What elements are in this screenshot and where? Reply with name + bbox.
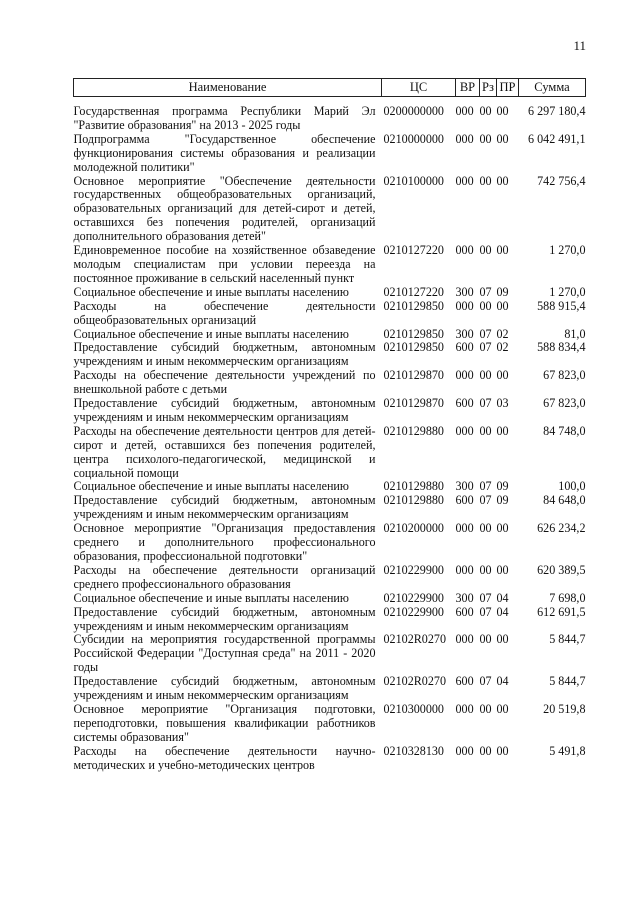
cell-vr: 300 <box>455 284 474 299</box>
table-row <box>74 286 586 300</box>
cell-name: Расходы на обеспечение деятельности научно-методических и учебно-методических центров <box>73 743 376 772</box>
table-row <box>74 175 586 245</box>
cell-rz: 00 <box>479 562 492 577</box>
header-cs: ЦС <box>382 79 456 97</box>
table-row <box>74 494 586 522</box>
cell-sum: 626 234,2 <box>537 521 586 536</box>
cell-vr: 600 <box>455 493 474 508</box>
cell-cs: 0210127220 <box>383 284 444 299</box>
cell-pr: 09 <box>496 493 509 508</box>
cell-vr: 600 <box>455 674 474 689</box>
cell-cs: 0210229900 <box>383 562 444 577</box>
cell-pr: 02 <box>496 326 509 341</box>
cell-rz: 00 <box>479 173 492 188</box>
cell-name: Предоставление субсидий бюджетным, автономным учреждениям и иным некоммерческим организациям <box>73 396 376 424</box>
cell-name: Социальное обеспечение и иные выплаты населению <box>73 590 349 605</box>
cell-cs: 0210229900 <box>383 604 444 619</box>
cell-name: Единовременное пособие на хозяйственное обзаведение молодым специалистам при условии переезда на постоянное проживание в сельский населенный пункт <box>73 243 376 285</box>
cell-name: Субсидии на мероприятия государственной программы Российской Федерации "Доступная среда" на 2011 - 2020 годы <box>73 632 376 675</box>
cell-vr: 600 <box>455 604 474 619</box>
cell-name: Социальное обеспечение и иные выплаты населению <box>73 284 349 299</box>
cell-vr: 000 <box>455 104 474 118</box>
cell-pr: 00 <box>496 632 509 647</box>
cell-vr: 000 <box>455 368 474 383</box>
cell-pr: 03 <box>496 396 509 411</box>
cell-rz: 07 <box>479 326 492 341</box>
cell-vr: 000 <box>455 131 474 146</box>
cell-sum: 7 698,0 <box>549 590 586 605</box>
cell-name: Социальное обеспечение и иные выплаты населению <box>73 326 349 341</box>
table-row <box>74 328 586 342</box>
cell-name: Подпрограмма "Государственное обеспечение функционирования системы образования и реализации молодежной политики" <box>73 131 376 174</box>
cell-name: Предоставление субсидий бюджетным, автономным учреждениям и иным некоммерческим организациям <box>73 493 376 522</box>
cell-name: Расходы на обеспечение деятельности общеобразовательных организаций <box>73 298 376 327</box>
cell-name: Предоставление субсидий бюджетным, автономным учреждениям и иным некоммерческим организациям <box>73 674 376 703</box>
cell-rz: 00 <box>479 701 492 716</box>
cell-pr: 00 <box>496 701 509 716</box>
cell-vr: 000 <box>455 701 474 716</box>
cell-rz: 07 <box>479 396 492 411</box>
cell-cs: 0210300000 <box>383 701 444 716</box>
cell-rz: 00 <box>479 368 492 383</box>
cell-cs: 0210129880 <box>383 479 444 494</box>
cell-pr: 04 <box>496 674 509 689</box>
cell-sum: 612 691,5 <box>537 604 586 619</box>
cell-vr: 300 <box>455 479 474 494</box>
cell-cs: 0210129850 <box>383 340 444 355</box>
header-name: Наименование <box>74 79 382 97</box>
cell-name: Основное мероприятие "Организация подготовки, переподготовки, повышения квалификации работников системы образования" <box>73 701 376 744</box>
cell-pr: 00 <box>496 521 509 536</box>
header-pr: ПР <box>497 79 519 97</box>
cell-sum: 84 648,0 <box>543 493 586 508</box>
cell-rz: 00 <box>479 423 492 438</box>
cell-vr: 300 <box>455 326 474 341</box>
cell-cs: 0210328130 <box>383 743 444 758</box>
cell-vr: 600 <box>455 340 474 355</box>
table-row <box>74 300 586 328</box>
cell-cs: 0210000000 <box>383 131 444 146</box>
table-header <box>74 79 586 97</box>
cell-cs: 0210100000 <box>383 173 444 188</box>
cell-name: Социальное обеспечение и иные выплаты населению <box>73 479 349 494</box>
table-row <box>74 133 586 175</box>
cell-rz: 07 <box>479 674 492 689</box>
cell-cs: 0210229900 <box>383 590 444 605</box>
cell-cs: 0210129870 <box>383 396 444 411</box>
cell-rz: 00 <box>479 521 492 536</box>
cell-sum: 588 915,4 <box>537 298 586 313</box>
cell-name: Основное мероприятие "Организация предоставления среднего и дополнительного профессионального образования, профессиональной подготовки" <box>73 521 376 563</box>
table-row <box>74 522 586 564</box>
cell-vr: 000 <box>455 298 474 313</box>
cell-pr: 09 <box>496 284 509 299</box>
cell-vr: 000 <box>455 521 474 536</box>
cell-rz: 00 <box>479 743 492 758</box>
cell-cs: 0210200000 <box>383 521 444 536</box>
cell-vr: 000 <box>455 173 474 188</box>
table-row <box>74 564 586 592</box>
cell-pr: 04 <box>496 604 509 619</box>
cell-cs: 0200000000 <box>383 104 444 118</box>
cell-rz: 00 <box>479 243 492 258</box>
cell-pr: 00 <box>496 173 509 188</box>
cell-cs: 0210129880 <box>383 423 444 438</box>
cell-cs: 0210129850 <box>383 326 444 341</box>
cell-name: Расходы на обеспечение деятельности учреждений по внешкольной работе с детьми <box>73 368 376 397</box>
table-row <box>74 369 586 397</box>
header-rz: Рз <box>480 79 497 97</box>
cell-rz: 00 <box>479 131 492 146</box>
cell-pr: 04 <box>496 590 509 605</box>
cell-cs: 0210127220 <box>383 243 444 258</box>
table-row <box>74 703 586 745</box>
cell-pr: 00 <box>496 423 509 438</box>
cell-pr: 00 <box>496 298 509 313</box>
cell-name: Основное мероприятие "Обеспечение деятельности государственных общеобразовательных организаций, образовательных организаций для детей-сирот и детей, оставшихся без попечения родителей, организаций дополнительного образования детей" <box>73 173 376 244</box>
table-row <box>74 745 586 773</box>
cell-sum: 1 270,0 <box>549 243 586 258</box>
cell-rz: 00 <box>479 298 492 313</box>
cell-rz: 07 <box>479 604 492 619</box>
cell-pr: 00 <box>496 562 509 577</box>
cell-rz: 07 <box>479 493 492 508</box>
cell-pr: 00 <box>496 131 509 146</box>
cell-pr: 00 <box>496 368 509 383</box>
cell-sum: 5 491,8 <box>549 743 586 758</box>
cell-sum: 620 389,5 <box>537 562 586 577</box>
table-row <box>74 592 586 606</box>
cell-cs: 0210129870 <box>383 368 444 383</box>
cell-rz: 07 <box>479 590 492 605</box>
table-row <box>74 341 586 369</box>
cell-cs: 0210129850 <box>383 298 444 313</box>
cell-name: Предоставление субсидий бюджетным, автономным учреждениям и иным некоммерческим организациям <box>73 604 376 633</box>
table-row <box>74 97 586 133</box>
cell-sum: 742 756,4 <box>537 173 586 188</box>
cell-vr: 000 <box>455 243 474 258</box>
cell-pr: 00 <box>496 104 509 118</box>
cell-sum: 588 834,4 <box>537 340 586 355</box>
cell-sum: 67 823,0 <box>543 368 586 383</box>
table-row <box>74 675 586 703</box>
cell-sum: 20 519,8 <box>543 701 586 716</box>
cell-sum: 6 297 180,4 <box>528 104 586 118</box>
cell-vr: 000 <box>455 562 474 577</box>
table-body <box>74 97 586 773</box>
cell-cs: 02102R0270 <box>383 674 446 689</box>
cell-name: Предоставление субсидий бюджетным, автономным учреждениям и иным некоммерческим организациям <box>73 340 376 369</box>
cell-sum: 5 844,7 <box>549 674 586 689</box>
table-row <box>74 633 586 675</box>
cell-pr: 02 <box>496 340 509 355</box>
cell-sum: 100,0 <box>558 479 586 494</box>
cell-pr: 09 <box>496 479 509 494</box>
cell-name: Расходы на обеспечение деятельности организаций среднего профессионального образования <box>73 562 376 591</box>
table-row <box>74 397 586 425</box>
cell-rz: 07 <box>479 340 492 355</box>
header-sum: Сумма <box>519 79 586 97</box>
cell-sum: 67 823,0 <box>543 396 586 411</box>
cell-cs: 02102R0270 <box>383 632 446 647</box>
table-row <box>74 480 586 494</box>
cell-sum: 6 042 491,1 <box>528 131 586 146</box>
table-row <box>74 606 586 634</box>
cell-name: Расходы на обеспечение деятельности центров для детей-сирот и детей, оставшихся без попечения родителей, центра психолого-педагогической, медицинской и социальной помощи <box>73 423 376 480</box>
cell-sum: 81,0 <box>564 326 586 341</box>
table-row <box>74 244 586 286</box>
cell-name: Государственная программа Республики Марий Эл "Развитие образования" на 2013 - 2025 годы <box>73 104 376 132</box>
cell-rz: 00 <box>479 632 492 647</box>
header-vr: ВР <box>456 79 480 97</box>
cell-vr: 000 <box>455 632 474 647</box>
table-row <box>74 425 586 481</box>
cell-rz: 07 <box>479 284 492 299</box>
cell-pr: 00 <box>496 743 509 758</box>
cell-sum: 1 270,0 <box>549 284 586 299</box>
cell-vr: 000 <box>455 743 474 758</box>
cell-vr: 600 <box>455 396 474 411</box>
cell-rz: 00 <box>479 104 492 118</box>
page-number: 11 <box>573 38 586 53</box>
cell-pr: 00 <box>496 243 509 258</box>
cell-vr: 000 <box>455 423 474 438</box>
cell-sum: 84 748,0 <box>543 423 586 438</box>
cell-rz: 07 <box>479 479 492 494</box>
budget-table <box>73 78 586 773</box>
cell-cs: 0210129880 <box>383 493 444 508</box>
cell-vr: 300 <box>455 590 474 605</box>
cell-sum: 5 844,7 <box>549 632 586 647</box>
